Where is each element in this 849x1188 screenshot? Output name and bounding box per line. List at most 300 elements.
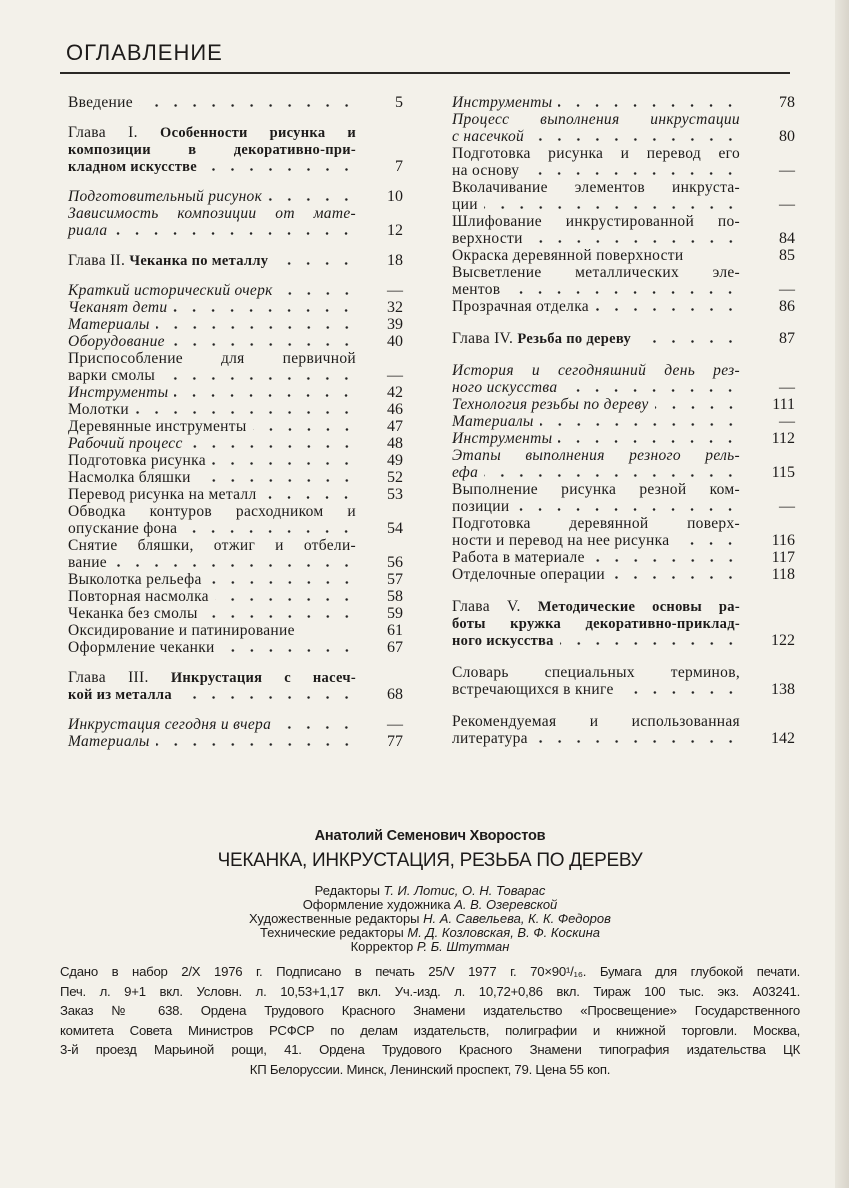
toc-group <box>68 669 403 703</box>
entry-text <box>68 141 356 158</box>
page-number: 53 <box>387 486 403 503</box>
toc-entry[interactable] <box>68 537 403 571</box>
entry-text <box>452 281 500 298</box>
entry-text <box>452 396 649 413</box>
dot-leader <box>161 367 356 384</box>
page-number: 122 <box>771 632 795 649</box>
entry-text <box>68 537 356 554</box>
toc-group <box>68 716 403 750</box>
entry-text <box>68 222 107 239</box>
entry-title: Снятие бляшки, отжиг и отбели- <box>68 537 356 554</box>
page-number: 46 <box>387 401 403 418</box>
toc-entry-line <box>68 537 356 554</box>
toc-entry-line <box>452 615 740 632</box>
entry-text <box>68 605 198 622</box>
toc-entry-line <box>68 158 356 175</box>
page-number: 7 <box>395 158 403 175</box>
dot-leader <box>506 281 740 298</box>
toc-entry[interactable] <box>452 566 795 583</box>
toc-entry[interactable] <box>68 605 403 622</box>
entry-text <box>68 252 268 269</box>
toc-entry-line <box>452 515 740 532</box>
toc-entry-line <box>68 282 356 299</box>
dot-leader <box>530 128 740 145</box>
toc-chapter-entry[interactable] <box>452 598 795 649</box>
credit-line <box>60 940 800 954</box>
page-number: 39 <box>387 316 403 333</box>
toc-entry[interactable] <box>452 713 795 747</box>
entry-text <box>452 247 683 264</box>
toc-entry-line <box>68 639 356 656</box>
credit-names: А. В. Озеревской <box>454 897 558 912</box>
entry-title: Вколачивание элементов инкруста- <box>452 179 740 196</box>
toc-entry[interactable] <box>68 733 403 750</box>
page-number: 116 <box>771 532 795 549</box>
entry-title: верхности <box>452 230 523 247</box>
page-number: 142 <box>771 730 795 747</box>
entry-title: кладном искусстве <box>68 159 198 175</box>
entry-title: Выполнение рисунка резной ком- <box>452 481 740 498</box>
toc-entry[interactable] <box>452 145 795 179</box>
entry-text <box>452 681 614 698</box>
page-number: 42 <box>387 384 403 401</box>
entry-text <box>68 716 271 733</box>
toc-entry[interactable] <box>68 316 403 333</box>
toc-entry-line <box>452 413 740 430</box>
toc-entry-line <box>68 571 356 588</box>
toc-entry[interactable] <box>68 350 403 384</box>
credit-names: Р. Б. Штутман <box>416 939 510 954</box>
dot-leader <box>591 549 740 566</box>
page-number: 47 <box>387 418 403 435</box>
toc-entry[interactable] <box>452 515 795 549</box>
dot-leader <box>637 330 740 347</box>
chapter-title: Методические основы ра- <box>537 599 740 615</box>
toc-entry-line <box>68 435 356 452</box>
toc-entry-line <box>68 452 356 469</box>
toc-entry[interactable] <box>68 452 403 469</box>
credit-names: Н. А. Савельева, К. К. Федоров <box>423 911 611 926</box>
toc-entry-line <box>452 681 740 698</box>
dot-leader <box>113 222 356 239</box>
page-number: 49 <box>387 452 403 469</box>
entry-text <box>68 503 356 520</box>
dot-leader <box>534 730 740 747</box>
entry-text <box>68 158 197 175</box>
credit-line <box>60 898 800 912</box>
dot-leader <box>540 413 740 430</box>
toc-chapter-entry[interactable] <box>68 124 403 175</box>
entry-text <box>452 162 519 179</box>
toc-entry-line <box>452 330 740 347</box>
toc-entry[interactable] <box>452 298 795 315</box>
dot-leader <box>595 298 740 315</box>
entry-text <box>68 571 202 588</box>
toc-group <box>68 252 403 269</box>
page-number: — <box>779 379 795 396</box>
imprint-line: Сдано в набор 2/X 1976 г. Подписано в печать 25/V 1977 г. 70×90¹/₁₆. Бумага для глубокой печати. <box>60 964 800 979</box>
entry-text <box>68 367 155 384</box>
entry-title: Процесс выполнения инкрустации <box>452 111 740 128</box>
toc-group <box>452 664 795 698</box>
entry-text <box>452 128 524 145</box>
entry-text <box>452 632 554 649</box>
dot-leader <box>529 230 740 247</box>
toc-entry[interactable] <box>452 447 795 481</box>
entry-text <box>452 213 740 230</box>
entry-text <box>68 299 167 316</box>
toc-entry-line <box>68 384 356 401</box>
toc-entry[interactable] <box>68 639 403 656</box>
entry-title: Этапы выполнения резного рель- <box>452 447 740 464</box>
entry-text <box>452 196 478 213</box>
entry-text <box>68 384 168 401</box>
toc-entry-line <box>452 247 740 264</box>
toc-entry-line <box>68 188 356 205</box>
toc-entry-line <box>452 281 740 298</box>
toc-entry-line <box>68 367 356 384</box>
credit-role: Редакторы <box>314 883 380 898</box>
page-number: 54 <box>387 520 403 537</box>
imprint-line: Заказ № 638. Ордена Трудового Красного Знамени издательство «Просвещение» Государственного <box>60 1003 800 1018</box>
entry-title: Рабочий процесс <box>68 435 183 452</box>
toc-entry-line <box>68 94 356 111</box>
chapter-title: Чеканка по металлу <box>129 253 269 269</box>
entry-title: кой из металла <box>68 687 172 703</box>
entry-title: литература <box>452 730 528 747</box>
toc-group <box>452 362 795 583</box>
toc-entry-line <box>68 686 356 703</box>
entry-title: опускание фона <box>68 520 178 537</box>
dot-leader <box>204 605 356 622</box>
entry-title: Технология резьбы по дереву <box>452 396 649 413</box>
entry-text <box>68 669 356 686</box>
entry-text <box>68 622 295 639</box>
entry-text <box>68 188 262 205</box>
dot-leader <box>675 532 740 549</box>
entry-title: Подготовка деревянной поверх- <box>452 515 740 532</box>
entry-title: Подготовка рисунка <box>68 452 206 469</box>
toc-entry-line <box>68 669 356 686</box>
entry-text <box>452 94 552 111</box>
toc-entry[interactable] <box>452 549 795 566</box>
entry-title: Зависимость композиции от мате- <box>68 205 356 222</box>
toc-entry[interactable] <box>68 401 403 418</box>
toc-entry-line <box>68 333 356 350</box>
imprint-line: КП Белоруссии. Минск, Ленинский проспект, 79. Цена 55 коп. <box>249 1061 611 1077</box>
entry-text <box>68 333 165 350</box>
toc-entry-line <box>452 447 740 464</box>
entry-title: Приспособление для первичной <box>68 350 356 367</box>
imprint-line: Печ. л. 9+1 вкл. Условн. л. 10,53+1,17 вкл. Уч.-изд. л. 10,72+0,86 вкл. Тираж 100 тыс. экз. А03241. <box>60 983 800 999</box>
entry-text <box>452 379 557 396</box>
toc-entry[interactable] <box>452 179 795 213</box>
toc-entry[interactable] <box>68 205 403 239</box>
dot-leader <box>620 681 740 698</box>
entry-title: Краткий исторический очерк <box>68 282 273 299</box>
entry-text <box>452 179 740 196</box>
page-number: 85 <box>779 247 795 264</box>
entry-text <box>68 588 209 605</box>
toc-group <box>452 94 795 315</box>
dot-leader <box>208 571 356 588</box>
toc-left-column <box>68 94 403 750</box>
entry-text <box>452 730 528 747</box>
toc-entry[interactable] <box>68 435 403 452</box>
entry-text <box>68 282 273 299</box>
toc-entry-line <box>452 213 740 230</box>
toc-entry[interactable] <box>68 418 403 435</box>
page-number: 138 <box>771 681 795 698</box>
toc-entry[interactable] <box>452 664 795 698</box>
page-number: 67 <box>387 639 403 656</box>
page-number: 61 <box>387 622 403 639</box>
dot-leader <box>484 464 740 481</box>
dot-leader <box>558 94 740 111</box>
entry-text <box>452 532 669 549</box>
page-number: 10 <box>387 188 403 205</box>
dot-leader <box>178 686 356 703</box>
dot-leader <box>560 632 740 649</box>
page-number: 80 <box>779 128 795 145</box>
toc-chapter-entry[interactable] <box>452 330 795 347</box>
credit-role: Оформление художника <box>302 897 451 912</box>
entry-title: Деревянные инструменты <box>68 418 247 435</box>
toc-entry[interactable] <box>68 503 403 537</box>
toc-entry-line <box>452 145 740 162</box>
page-number: 40 <box>387 333 403 350</box>
entry-title: Инкрустация сегодня и вчера <box>68 716 272 733</box>
toc-entry[interactable] <box>68 716 403 733</box>
page-number: — <box>779 498 795 515</box>
toc-entry-line <box>452 94 740 111</box>
toc-entry-line <box>452 128 740 145</box>
book-title: ЧЕКАНКА, ИНКРУСТАЦИЯ, РЕЗЬБА ПО ДЕРЕВУ <box>217 850 643 871</box>
entry-title: варки смолы <box>68 367 156 384</box>
credits <box>60 884 800 954</box>
entry-title: Выколотка рельефа <box>68 571 202 588</box>
dot-leader <box>563 379 740 396</box>
entry-title: Материалы <box>68 733 150 750</box>
page-number: 115 <box>771 464 795 481</box>
page-number: 84 <box>779 230 795 247</box>
toc-entry-line <box>68 554 356 571</box>
page-number: 32 <box>387 299 403 316</box>
toc-entry[interactable] <box>452 111 795 145</box>
entry-title: Окраска деревянной поверхности <box>452 247 684 264</box>
toc-entry-line <box>68 503 356 520</box>
toc-entry-line <box>452 730 740 747</box>
entry-text <box>68 733 150 750</box>
toc-entry[interactable] <box>68 94 403 111</box>
page-number: 58 <box>387 588 403 605</box>
page-number: 112 <box>771 430 795 447</box>
page-title: ОГЛАВЛЕНИЕ <box>66 40 223 65</box>
toc-entry-line <box>68 124 356 141</box>
entry-title: Обводка контуров расходником и <box>68 503 356 520</box>
toc-entry-line <box>452 298 740 315</box>
credit-role: Технические редакторы <box>259 925 404 940</box>
entry-title: Прозрачная отделка <box>452 298 589 315</box>
toc-entry-line <box>68 733 356 750</box>
toc-entry-line <box>452 566 740 583</box>
toc-entry-line <box>68 622 356 639</box>
toc-chapter-entry[interactable] <box>68 252 403 269</box>
entry-title: Оксидирование и патинирование <box>68 622 295 639</box>
dot-leader <box>274 252 356 269</box>
toc-entry-line <box>452 713 740 730</box>
page-number: — <box>779 196 795 213</box>
dot-leader <box>655 396 740 413</box>
entry-title: ментов <box>452 281 501 298</box>
credit-line <box>60 884 800 898</box>
toc-entry[interactable] <box>68 333 403 350</box>
toc-group <box>452 713 795 747</box>
dot-leader <box>171 333 356 350</box>
toc-entry-line <box>452 162 740 179</box>
credit-line <box>60 912 800 926</box>
entry-title: Высветление металлических эле- <box>452 264 740 281</box>
entry-title: ности и перевод на нее рисунка <box>452 532 670 549</box>
entry-title: Инструменты <box>68 384 169 401</box>
chapter-label: Глава III. <box>68 669 149 686</box>
toc-right-column <box>452 94 795 747</box>
entry-title: композиции в декоративно-при- <box>68 142 356 158</box>
page-number: — <box>779 413 795 430</box>
entry-text <box>68 418 247 435</box>
toc-entry[interactable] <box>68 469 403 486</box>
dot-leader <box>203 158 356 175</box>
toc-entry[interactable] <box>452 396 795 413</box>
entry-title: Оборудование <box>68 333 165 350</box>
toc-chapter-entry[interactable] <box>68 669 403 703</box>
chapter-label: Глава V. <box>452 598 521 615</box>
page-number: 59 <box>387 605 403 622</box>
dot-leader <box>135 401 356 418</box>
toc-entry-line <box>452 532 740 549</box>
author-name: Анатолий Семенович Хворостов <box>314 828 546 844</box>
entry-title: Шлифование инкрустированной по- <box>452 213 740 230</box>
entry-text <box>452 464 478 481</box>
toc-entry[interactable] <box>68 299 403 316</box>
entry-title: Перевод рисунка на металл <box>68 486 257 503</box>
toc-entry-line <box>452 549 740 566</box>
entry-text <box>68 350 356 367</box>
dot-leader <box>156 733 356 750</box>
toc-entry[interactable] <box>452 94 795 111</box>
toc-entry[interactable] <box>452 362 795 396</box>
entry-title: с насечкой <box>452 128 525 145</box>
chapter-label: Глава IV. <box>452 330 514 347</box>
toc-entry-line <box>68 316 356 333</box>
chapter-title: Инкрустация с насеч- <box>170 670 356 686</box>
dot-leader <box>253 418 356 435</box>
toc-entry[interactable] <box>452 430 795 447</box>
entry-text <box>452 447 740 464</box>
toc-entry-line <box>68 469 356 486</box>
toc-entry[interactable] <box>68 384 403 401</box>
entry-title: Чеканят дети <box>68 299 168 316</box>
page-number: 12 <box>387 222 403 239</box>
entry-text <box>452 713 740 730</box>
dot-leader <box>183 520 356 537</box>
credit-line <box>60 926 800 940</box>
toc-entry-line <box>452 196 740 213</box>
entry-text <box>452 664 740 681</box>
toc-entry[interactable] <box>452 264 795 298</box>
dot-leader <box>484 196 740 213</box>
toc-entry[interactable] <box>452 213 795 247</box>
entry-text <box>68 94 133 111</box>
page-number: 118 <box>771 566 795 583</box>
entry-text <box>68 554 107 571</box>
entry-title: Рекомендуемая и использованная <box>452 713 740 730</box>
entry-title: Молотки <box>68 401 129 418</box>
toc-entry-line <box>452 230 740 247</box>
credit-role: Художественные редакторы <box>249 911 420 926</box>
toc-entry[interactable] <box>68 282 403 299</box>
entry-title: встречающихся в книге <box>452 681 614 698</box>
dot-leader <box>558 430 740 447</box>
toc-entry[interactable] <box>452 481 795 515</box>
toc-entry[interactable] <box>68 571 403 588</box>
credit-names: Т. И. Лотис, О. Н. Товарас <box>383 883 546 898</box>
page-edge <box>835 0 849 1188</box>
dot-leader <box>611 566 740 583</box>
dot-leader <box>139 94 356 111</box>
page-number: 86 <box>779 298 795 315</box>
entry-title: позиции <box>452 498 510 515</box>
toc-entry[interactable] <box>68 622 403 639</box>
toc-entry[interactable] <box>452 247 795 264</box>
chapter-label: Глава II. <box>68 252 126 269</box>
entry-text <box>452 230 523 247</box>
toc-entry-line <box>68 716 356 733</box>
title-rule <box>60 72 790 74</box>
dot-leader <box>212 452 356 469</box>
imprint-line: 3-й проезд Марьиной рощи, 41. Ордена Трудового Красного Знамени типография издательства ЦК <box>60 1042 800 1057</box>
page-number: 52 <box>387 469 403 486</box>
page-number: 78 <box>779 94 795 111</box>
dot-leader <box>277 716 356 733</box>
toc-entry[interactable] <box>68 588 403 605</box>
toc-entry[interactable] <box>68 486 403 503</box>
toc-entry-line <box>68 418 356 435</box>
toc-entry-line <box>452 498 740 515</box>
entry-text <box>68 401 129 418</box>
entry-title: Инструменты <box>452 430 553 447</box>
toc-entry-line <box>68 588 356 605</box>
entry-title: риала <box>68 222 108 239</box>
dot-leader <box>215 588 356 605</box>
entry-text <box>452 298 589 315</box>
chapter-label: Глава I. <box>68 124 138 141</box>
dot-leader <box>156 316 356 333</box>
dot-leader <box>515 498 740 515</box>
toc-group <box>68 188 403 239</box>
toc-entry[interactable] <box>68 188 403 205</box>
entry-text <box>452 430 552 447</box>
toc-entry[interactable] <box>452 413 795 430</box>
entry-title: ного искусства <box>452 633 554 649</box>
page-number: 57 <box>387 571 403 588</box>
entry-title: Оформление чеканки <box>68 639 215 656</box>
toc-group <box>68 94 403 111</box>
toc-entry-line <box>452 481 740 498</box>
entry-title: Подготовка рисунка и перевод его <box>452 145 740 162</box>
entry-text <box>452 615 740 632</box>
toc-group <box>68 282 403 656</box>
